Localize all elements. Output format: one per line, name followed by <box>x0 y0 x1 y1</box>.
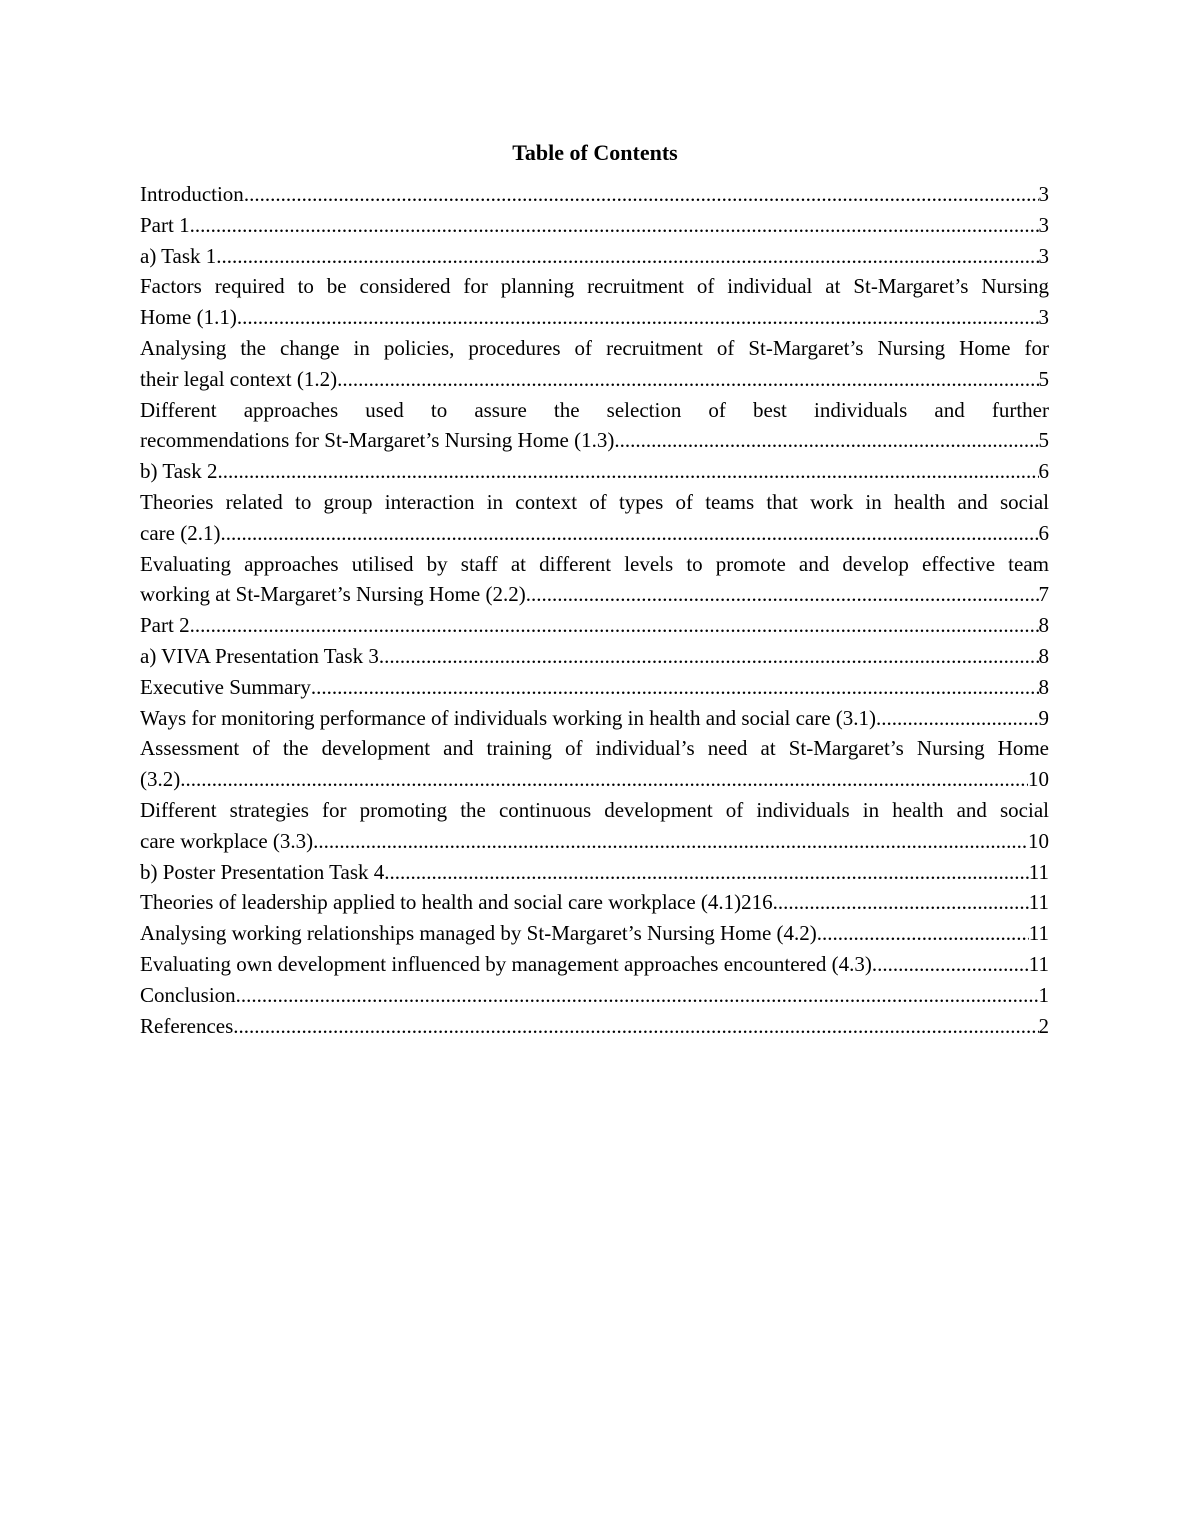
toc-entry[interactable] <box>140 610 1049 641</box>
toc-entry-text-line: Factors required to be considered for planning recruitment of individual at St-Margaret’s Nursing <box>140 274 1049 299</box>
toc-leader-dots <box>311 672 1039 703</box>
toc-page-number: 11 <box>1028 890 1049 915</box>
toc-entry[interactable] <box>140 641 1049 672</box>
toc-list <box>140 179 1049 1041</box>
toc-leader-dots <box>313 826 1028 857</box>
toc-entry-text-line: Analysing the change in policies, procedures of recruitment of St-Margaret’s Nursing Home for <box>140 335 1049 360</box>
toc-entry-text: Analysing working relationships managed by St-Margaret’s Nursing Home (4.2) <box>140 921 817 946</box>
toc-page-number: 9 <box>1038 705 1049 730</box>
toc-entry[interactable] <box>140 980 1049 1011</box>
toc-page-number: 11 <box>1028 859 1049 884</box>
toc-leader-dots <box>379 641 1039 672</box>
toc-entry-text: care workplace (3.3) <box>140 828 314 853</box>
toc-entry[interactable] <box>140 795 1049 857</box>
toc-leader-dots <box>614 425 1038 456</box>
toc-leader-dots <box>237 302 1039 333</box>
toc-page-number: 8 <box>1038 643 1049 668</box>
toc-entry-text: a) Task 1 <box>140 243 217 268</box>
toc-entry-text: b) Poster Presentation Task 4 <box>140 859 385 884</box>
toc-entry-text-line: Different strategies for promoting the continuous development of individuals in health and social <box>140 797 1049 822</box>
toc-leader-dots <box>233 1011 1038 1042</box>
toc-leader-dots <box>337 364 1038 395</box>
toc-page-number: 1 <box>1038 982 1049 1007</box>
toc-page-number: 8 <box>1038 674 1049 699</box>
toc-entry-text: Ways for monitoring performance of individuals working in health and social care (3.1) <box>140 705 877 730</box>
toc-entry-text-line: Different approaches used to assure the selection of best individuals and further <box>140 397 1049 422</box>
toc-leader-dots <box>220 518 1038 549</box>
toc-entry[interactable] <box>140 887 1049 918</box>
toc-entry[interactable] <box>140 949 1049 980</box>
toc-leader-dots <box>180 764 1028 795</box>
toc-page-number: 3 <box>1038 305 1049 330</box>
toc-entry-text: (3.2) <box>140 767 181 792</box>
toc-leader-dots <box>384 857 1028 888</box>
toc-leader-dots <box>876 703 1038 734</box>
toc-entry[interactable] <box>140 918 1049 949</box>
toc-entry[interactable] <box>140 241 1049 272</box>
toc-entry-text: Introduction <box>140 182 244 206</box>
toc-entry[interactable] <box>140 1011 1049 1042</box>
toc-page-number: 6 <box>1038 520 1049 545</box>
toc-leader-dots <box>217 456 1038 487</box>
toc-entry-text-line: Assessment of the development and training of individual’s need at St-Margaret’s Nursing Home <box>140 736 1049 761</box>
toc-entry-text: b) Task 2 <box>140 459 218 484</box>
toc-leader-dots <box>817 918 1029 949</box>
toc-leader-dots <box>526 579 1039 610</box>
toc-entry[interactable] <box>140 395 1049 457</box>
toc-entry-text: Part 2 <box>140 613 190 638</box>
toc-entry-text: working at St-Margaret’s Nursing Home (2.2) <box>140 582 526 607</box>
toc-entry[interactable] <box>140 456 1049 487</box>
toc-page-number: 3 <box>1038 212 1049 237</box>
toc-entry[interactable] <box>140 271 1049 333</box>
toc-leader-dots <box>190 210 1039 241</box>
toc-entry[interactable] <box>140 333 1049 395</box>
toc-entry-text: a) VIVA Presentation Task 3 <box>140 643 379 668</box>
toc-entry-text: References <box>140 1013 234 1038</box>
toc-page-number: 5 <box>1038 428 1049 453</box>
toc-entry-text: Executive Summary <box>140 674 311 699</box>
toc-page-number: 7 <box>1038 582 1049 607</box>
toc-page-number: 11 <box>1028 951 1049 976</box>
toc-entry-text: Part 1 <box>140 212 190 237</box>
toc-entry-text-line: Theories related to group interaction in context of types of teams that work in health and social <box>140 489 1049 514</box>
toc-leader-dots <box>216 241 1038 272</box>
toc-entry-text: Conclusion <box>140 982 236 1007</box>
toc-page-number: 8 <box>1038 613 1049 638</box>
toc-entry-text: Home (1.1) <box>140 305 237 330</box>
toc-entry-text: their legal context (1.2) <box>140 366 338 391</box>
toc-page-number: 3 <box>1038 243 1049 268</box>
toc-entry-text: care (2.1) <box>140 520 221 545</box>
toc-page-number: 10 <box>1028 828 1049 853</box>
toc-page-number: 2 <box>1038 1013 1049 1038</box>
toc-entry[interactable] <box>140 210 1049 241</box>
toc-entry[interactable] <box>140 857 1049 888</box>
toc-entry[interactable] <box>140 703 1049 734</box>
toc-title: Table of Contents <box>512 140 678 165</box>
toc-leader-dots <box>244 179 1039 210</box>
toc-page-number: 6 <box>1038 459 1049 484</box>
toc-entry[interactable] <box>140 733 1049 795</box>
toc-entry[interactable] <box>140 672 1049 703</box>
toc-page-number: 3 <box>1038 182 1049 206</box>
toc-page-number: 5 <box>1038 366 1049 391</box>
toc-leader-dots <box>773 887 1029 918</box>
toc-entry[interactable] <box>140 487 1049 549</box>
toc-page-number: 10 <box>1028 767 1049 792</box>
toc-entry[interactable] <box>140 179 1049 210</box>
toc-entry-text-line: Evaluating approaches utilised by staff at different levels to promote and develop effective team <box>140 551 1049 576</box>
toc-leader-dots <box>872 949 1029 980</box>
toc-entry-text: recommendations for St-Margaret’s Nursing Home (1.3) <box>140 428 615 453</box>
toc-entry-text: Theories of leadership applied to health and social care workplace (4.1)216 <box>140 890 773 915</box>
toc-entry-text: Evaluating own development influenced by management approaches encountered (4.3) <box>140 951 872 976</box>
toc-leader-dots <box>190 610 1039 641</box>
toc-page-number: 11 <box>1028 921 1049 946</box>
toc-entry[interactable] <box>140 549 1049 611</box>
toc-leader-dots <box>236 980 1039 1011</box>
